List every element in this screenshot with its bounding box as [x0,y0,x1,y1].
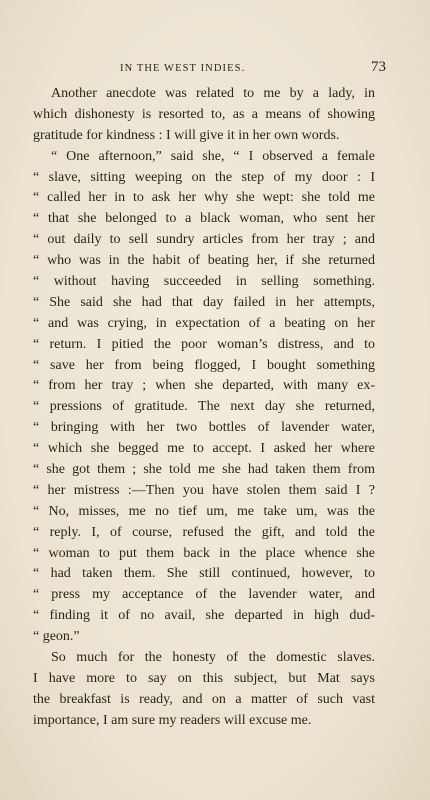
page-header [40,59,400,79]
text-line: “ woman to put them back in the place whence she [33,545,375,561]
text-line: “ bringing with her two bottles of lavender water, [33,420,375,436]
text-line: I have more to say on this subject, but Mat says [33,670,375,686]
text-line: “ return. I pitied the poor woman’s distress, and to [33,336,375,352]
text-line: the breakfast is ready, and on a matter of such vast [33,691,375,707]
text-line: “ she got them ; she told me she had taken them from [33,462,375,478]
text-line: importance, I am sure my readers will excuse me. [33,712,312,728]
text-line: “ which she begged me to accept. I asked her where [33,441,375,457]
text-line: “ had taken them. She still continued, however, to [33,566,375,582]
text-line: “ pressions of gratitude. The next day she returned, [33,399,375,415]
text-line: “ and was crying, in expectation of a beating on her [33,315,375,331]
text-line: “ out daily to sell sundry articles from her tray ; and [33,232,375,248]
text-line: “ finding it of no avail, she departed in high dud- [33,608,375,624]
page-number: 73 [371,59,386,75]
text-line: “ who was in the habit of beating her, if she returned [33,253,375,269]
text-line: “ from her tray ; when she departed, with many ex- [33,378,375,394]
text-line: “ her mistress :—Then you have stolen them said I ? [33,482,375,498]
running-head: IN THE WEST INDIES. [120,63,246,74]
text-line: “ save her from being flogged, I bought something [33,357,375,373]
text-line: Another anecdote was related to me by a lady, in [51,86,375,101]
text-line: So much for the honesty of the domestic slaves. [51,650,375,666]
text-line: gratitude for kindness : I will give it in her own words. [33,127,340,143]
text-line: “ geon.” [33,629,80,645]
text-line: “ slave, sitting weeping on the step of my door : I [33,169,375,185]
body-text [33,84,375,732]
text-line: “ reply. I, of course, refused the gift, and told the [33,524,375,540]
text-line: “ She said she had that day failed in her attempts, [33,294,375,310]
text-line: “ press my acceptance of the lavender water, and [33,587,375,603]
text-line: “ called her in to ask her why she wept: she told me [33,190,375,206]
text-line: “ that she belonged to a black woman, who sent her [33,211,375,227]
text-line: “ One afternoon,” said she, “ I observed a female [51,148,375,164]
text-line: which dishonesty is resorted to, as a means of showing [33,106,375,122]
text-line: “ without having succeeded in selling something. [33,274,375,290]
text-line: “ No, misses, me no tief um, me take um, was the [33,503,375,519]
